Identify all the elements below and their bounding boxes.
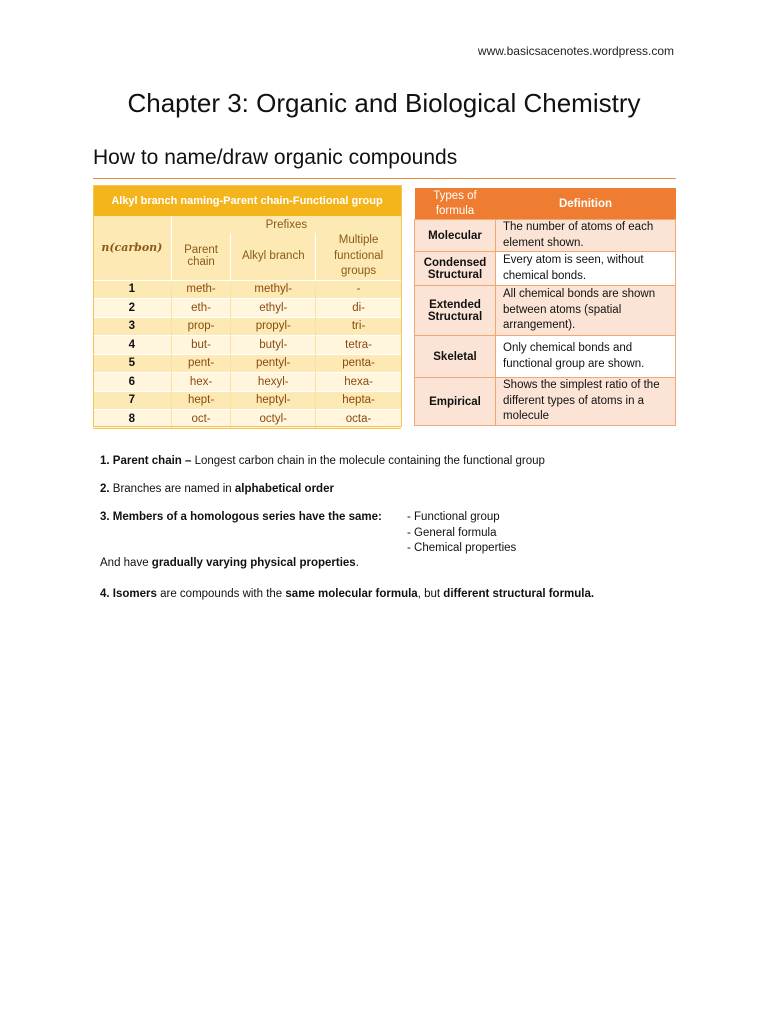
alkyl-branch-cell: ethyl- [231,299,316,318]
note-3b-bold: gradually varying physical properties [151,557,356,569]
parent-chain-cell: pent- [171,354,231,373]
table-row [93,280,401,299]
table-row [415,378,676,426]
note-1-label: 1. Parent chain – [100,455,192,467]
alkyl-branch-cell: butyl- [231,336,316,355]
website-url: www.basicsacenotes.wordpress.com [477,44,674,58]
col-multiple-groups: Multiple functional groups [316,233,401,280]
parent-chain-cell: but- [171,336,231,355]
formula-type-cell: Skeletal [415,336,496,378]
note-3b-end: . [355,557,359,569]
list-item: - Chemical properties [407,542,517,554]
table-row [93,299,401,318]
formula-definition-cell: The number of atoms of each element shown. [496,220,676,252]
formula-type-cell: Empirical [415,378,496,426]
alkyl-branch-cell: propyl- [231,317,316,336]
heading-rule [93,178,676,179]
formula-definition-cell: Only chemical bonds and functional group are shown. [496,336,676,378]
alkyl-branch-cell: hexyl- [231,373,316,392]
multiple-groups-cell: tetra- [316,336,401,355]
table-row [415,220,676,252]
naming-table-header: Alkyl branch naming-Parent chain-Functional group [93,185,401,216]
multiple-groups-cell: - [316,280,401,299]
alkyl-branch-cell: heptyl- [231,391,316,410]
table-row [93,354,401,373]
note-2-number: 2. [100,483,110,495]
carbon-count-cell: 8 [93,410,171,429]
table-row [93,317,401,336]
formula-definition-cell: Shows the simplest ratio of the different types of atoms in a molecule [496,378,676,426]
note-isomers [100,588,594,600]
carbon-count-cell: 6 [93,373,171,392]
formula-definition-cell: Every atom is seen, without chemical bonds. [496,252,676,286]
table-row [93,373,401,392]
alkyl-branch-cell: octyl- [231,410,316,429]
note-4-label: 4. Isomers [100,588,157,600]
prefix-naming-table [93,185,401,429]
note-3-label: 3. Members of a homologous series have the same: [100,511,382,523]
list-item: - General formula [407,526,497,539]
note-2-bold: alphabetical order [234,483,334,495]
table-row [415,252,676,286]
list-item: - Functional group [407,511,500,523]
carbon-count-cell: 7 [93,391,171,410]
multiple-groups-cell: octa- [316,410,401,429]
alkyl-branch-cell: methyl- [231,280,316,299]
formula-types-table [414,188,676,426]
section-heading: How to name/draw organic compounds [93,146,458,169]
note-4-text-1: are compounds with the [156,588,286,600]
note-2-text: Branches are named in [109,483,235,495]
prefixes-label: Prefixes [171,216,401,233]
table-row [93,410,401,429]
col-definition-header: Definition [496,188,676,220]
note-branches [100,483,334,495]
table-row [93,336,401,355]
table-row [93,391,401,410]
note-1-text: Longest carbon chain in the molecule containing the functional group [191,455,545,467]
col-parent-chain: Parent chain [171,233,231,280]
page-title: Chapter 3: Organic and Biological Chemistry [127,88,641,118]
parent-chain-cell: hex- [171,373,231,392]
parent-chain-cell: hept- [171,391,231,410]
alkyl-branch-cell: pentyl- [231,354,316,373]
multiple-groups-cell: tri- [316,317,401,336]
note-4-bold-1: same molecular formula [285,588,418,600]
formula-definition-cell: All chemical bonds are shown between atoms (spatial arrangement). [496,286,676,336]
note-parent-chain [100,455,545,467]
formula-type-cell: Extended Structural [415,286,496,336]
note-physical-properties [100,557,359,569]
homologous-list [407,510,516,557]
parent-chain-cell: eth- [171,299,231,318]
formula-type-cell: Molecular [415,220,496,252]
multiple-groups-cell: hexa- [316,373,401,392]
parent-chain-cell: meth- [171,280,231,299]
carbon-count-cell: 1 [93,280,171,299]
carbon-count-cell: 2 [93,299,171,318]
carbon-count-cell: 5 [93,354,171,373]
note-homologous [100,511,382,523]
table-row [415,336,676,378]
multiple-groups-cell: penta- [316,354,401,373]
note-4-bold-2: different structural formula. [443,588,595,600]
multiple-groups-cell: hepta- [316,391,401,410]
table-row [415,286,676,336]
multiple-groups-cell: di- [316,299,401,318]
n-carbon-label: n(carbon) [93,216,171,280]
parent-chain-cell: oct- [171,410,231,429]
col-types-header: Types of formula [415,188,496,220]
carbon-count-cell: 4 [93,336,171,355]
formula-type-cell: Condensed Structural [415,252,496,286]
parent-chain-cell: prop- [171,317,231,336]
carbon-count-cell: 3 [93,317,171,336]
note-3b-text: And have [100,557,152,569]
col-alkyl-branch: Alkyl branch [231,233,316,280]
note-4-text-2: , but [417,588,444,600]
